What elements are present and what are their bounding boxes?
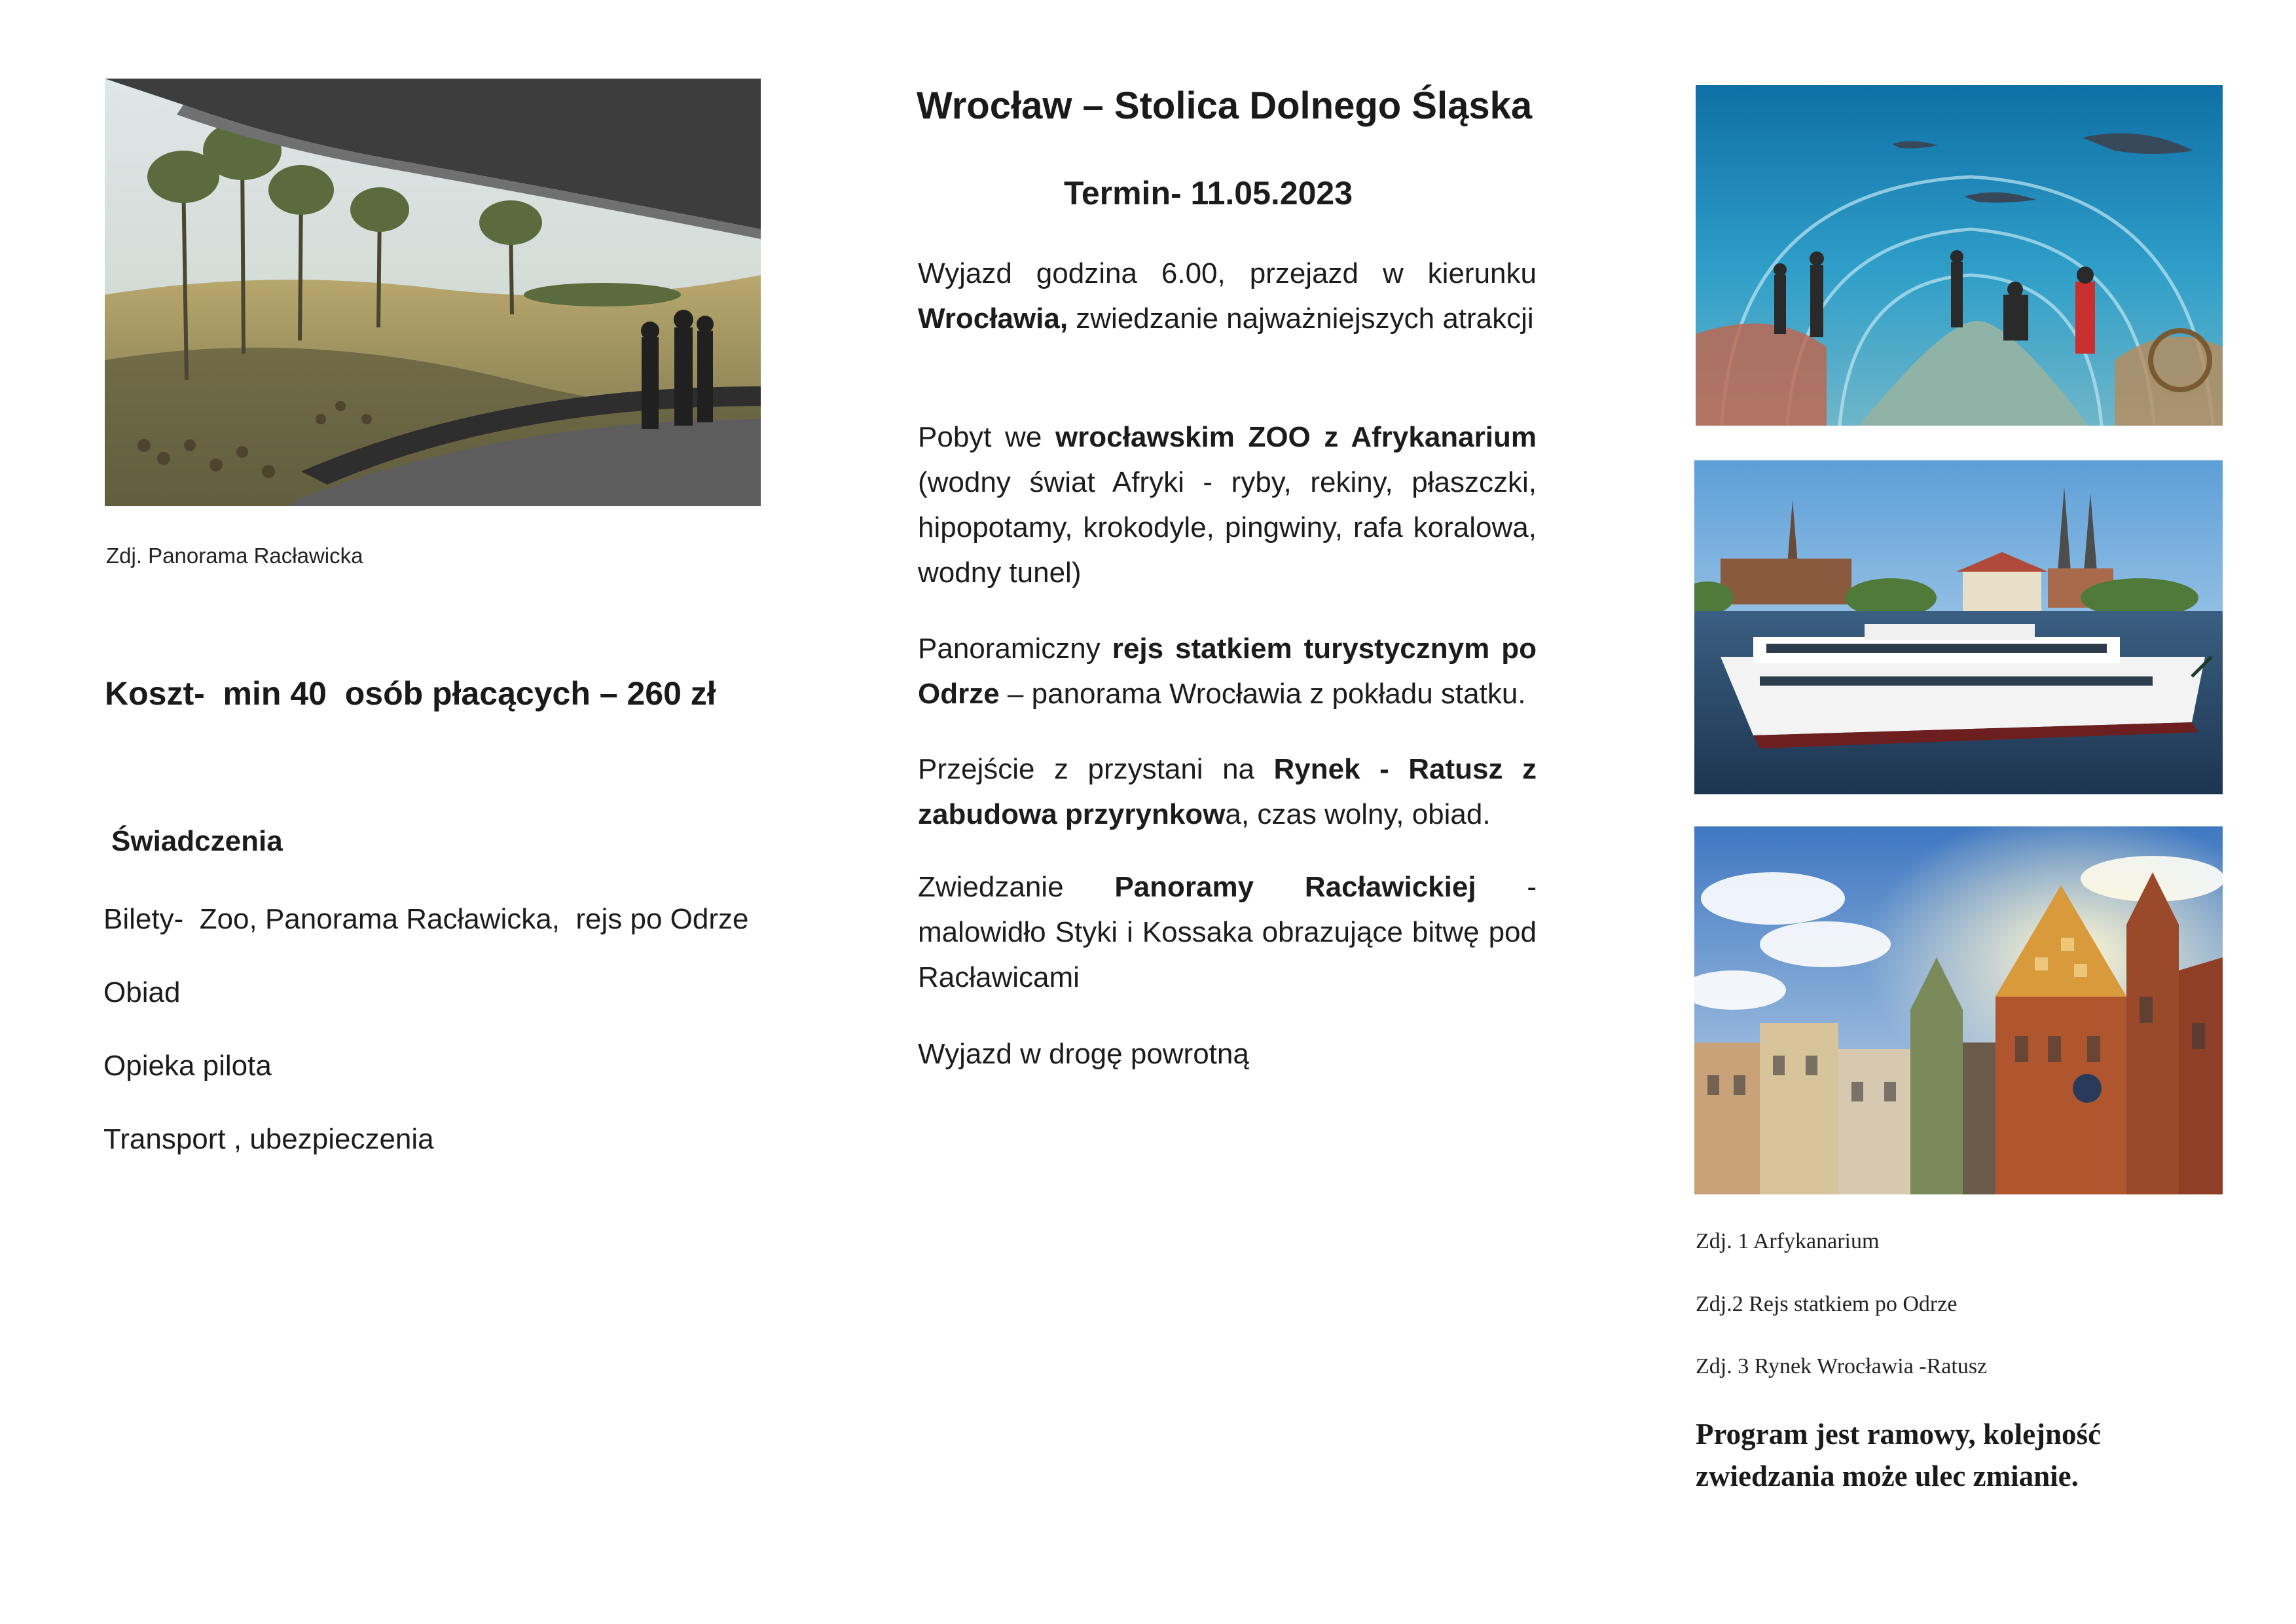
river-cruise-photo [1694,460,2223,794]
paragraph-cruise: Panoramiczny rejs statkiem turystycznym po Odrze – panorama Wrocławia z pokładu statku. [918,633,1537,710]
trip-date: Termin- 11.05.2023 [1064,175,1353,212]
paragraph-zoo: Pobyt we wrocławskim ZOO z Afrykanarium (wodny świat Afryki - ryby, rekiny, płaszczki, hipopotamy, krokodyle, pingwiny, rafa koralowa, wodny tunel) [918,421,1537,589]
benefit-item: Opieka pilota [103,1050,272,1082]
benefits-heading: Świadczenia [111,825,283,857]
cost-heading: Koszt- min 40 osób płacących – 260 zł [105,675,716,712]
paragraph-return: Wyjazd w drogę powrotną [918,1038,1249,1070]
panorama-raclawicka-photo [105,79,761,506]
benefit-item: Bilety- Zoo, Panorama Racławicka, rejs po Odrze [103,903,749,935]
paragraph-departure: Wyjazd godzina 6.00, przejazd w kierunku Wrocławia, zwiedzanie najważniejszych atrakcji [918,257,1537,335]
benefits-list [103,897,749,1162]
market-square-town-hall-photo [1694,826,2223,1194]
photo-caption-3: Zdj. 3 Rynek Wrocławia -Ratusz [1696,1354,1988,1378]
paragraph-market-square: Przejście z przystani na Rynek - Ratusz z zabudowa przyrynkowa, czas wolny, obiad. [918,753,1537,830]
panorama-photo-caption: Zdj. Panorama Racławicka [106,544,363,568]
benefit-item: Transport , ubezpieczenia [103,1123,434,1155]
paragraph-panorama: Zwiedzanie Panoramy Racławickiej - malowidło Styki i Kossaka obrazujące bitwę pod Racławicami [918,871,1537,993]
photo-caption-1: Zdj. 1 Arfykanarium [1696,1229,1880,1253]
photo-caption-2: Zdj.2 Rejs statkiem po Odrze [1696,1292,1958,1316]
benefit-item: Obiad [103,976,181,1008]
page-title: Wrocław – Stolica Dolnego Śląska [917,84,1533,127]
afrykanarium-tunnel-photo [1696,85,2223,426]
program-note: Program jest ramowy, kolejność zwiedzania może ulec zmianie. [1696,1418,2102,1492]
